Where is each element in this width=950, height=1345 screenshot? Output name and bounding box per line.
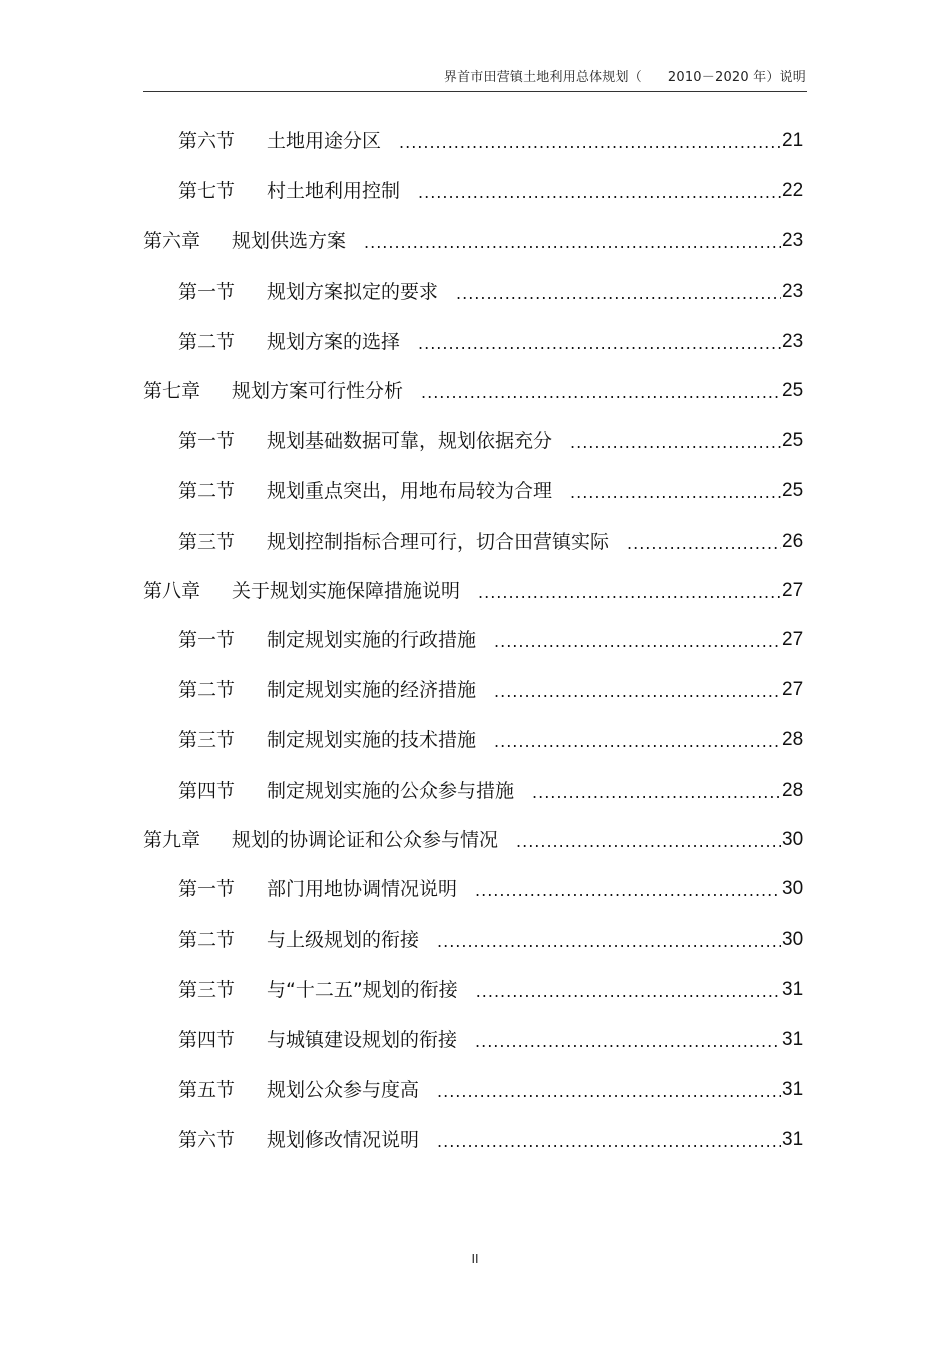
toc-section-entry[interactable]: [178, 776, 806, 806]
toc-entry-title: 制定规划实施的行政措施: [267, 629, 477, 651]
toc-entry-number: 第四节: [178, 1029, 236, 1051]
toc-entry-title: 制定规划实施的公众参与措施: [267, 780, 515, 802]
toc-entry-number: 第一节: [178, 878, 236, 900]
toc-section-entry[interactable]: [178, 1075, 806, 1105]
toc-entry-number: 第三节: [178, 531, 236, 553]
toc-entry-page: 22: [782, 180, 804, 201]
toc-entry-page: 21: [782, 130, 804, 151]
toc-entry-number: 第六节: [178, 1129, 236, 1151]
toc-dot-leader: [475, 1025, 781, 1055]
toc-entry-number: 第二节: [178, 331, 236, 353]
toc-dot-leader: [364, 226, 781, 256]
toc-entry-number: 第一节: [178, 629, 236, 651]
toc-section-entry[interactable]: [178, 1025, 806, 1055]
toc-entry-page: 27: [782, 679, 804, 700]
toc-section-entry[interactable]: [178, 476, 806, 506]
toc-chapter-entry[interactable]: [143, 226, 806, 256]
toc-entry-number: 第二节: [178, 480, 236, 502]
toc-entry-title: 与上级规划的衔接: [267, 929, 420, 951]
toc-dot-leader: [437, 925, 781, 955]
toc-entry-page: 30: [782, 929, 804, 950]
toc-entry-number: 第一节: [178, 281, 236, 303]
toc-entry-title: 规划方案拟定的要求: [267, 281, 439, 303]
toc-dot-leader: [570, 476, 781, 506]
toc-entry-title: 制定规划实施的技术措施: [267, 729, 477, 751]
toc-entry-title: 规划供选方案: [232, 230, 347, 252]
toc-dot-leader: [627, 527, 781, 557]
toc-chapter-entry[interactable]: [143, 825, 806, 855]
toc-entry-page: 27: [782, 580, 804, 601]
toc-dot-leader: [437, 1075, 781, 1105]
toc-section-entry[interactable]: [178, 426, 806, 456]
toc-entry-page: 30: [782, 829, 804, 850]
toc-entry-page: 31: [782, 1079, 804, 1100]
toc-entry-title: 规划基础数据可靠，规划依据充分: [267, 430, 553, 452]
toc-entry-title: 土地用途分区: [267, 130, 382, 152]
toc-dot-leader: [437, 1125, 781, 1155]
toc-entry-title: 规划方案可行性分析: [232, 380, 404, 402]
toc-entry-number: 第七章: [143, 380, 201, 402]
toc-entry-page: 30: [782, 878, 804, 899]
toc-entry-number: 第四节: [178, 780, 236, 802]
toc-entry-number: 第二节: [178, 679, 236, 701]
toc-dot-leader: [494, 725, 781, 755]
toc-entry-title: 与城镇建设规划的衔接: [267, 1029, 458, 1051]
page-number: II: [471, 1252, 479, 1266]
toc-entry-title: 村土地利用控制: [267, 180, 401, 202]
toc-section-entry[interactable]: [178, 975, 806, 1005]
toc-entry-title: 制定规划实施的经济措施: [267, 679, 477, 701]
toc-entry-page: 27: [782, 629, 804, 650]
toc-dot-leader: [532, 776, 781, 806]
toc-entry-title: 关于规划实施保障措施说明: [232, 580, 461, 602]
toc-dot-leader: [478, 576, 781, 606]
toc-entry-page: 31: [782, 1029, 804, 1050]
toc-chapter-entry[interactable]: [143, 376, 806, 406]
toc-entry-page: 28: [782, 729, 804, 750]
toc-dot-leader: [516, 825, 781, 855]
toc-entry-number: 第一节: [178, 430, 236, 452]
toc-entry-page: 25: [782, 380, 804, 401]
toc-entry-title: 部门用地协调情况说明: [267, 878, 458, 900]
toc-section-entry[interactable]: [178, 277, 806, 307]
toc-dot-leader: [494, 675, 781, 705]
toc-entry-number: 第三节: [178, 729, 236, 751]
toc-entry-number: 第六节: [178, 130, 236, 152]
toc-dot-leader: [418, 176, 781, 206]
toc-entry-page: 23: [782, 331, 804, 352]
running-header: 界首市田营镇土地利用总体规划（ 2010－2020 年）说明: [443, 70, 806, 85]
toc-entry-title: 规划修改情况说明: [267, 1129, 420, 1151]
toc-entry-title: 规划的协调论证和公众参与情况: [232, 829, 499, 851]
toc-entry-number: 第九章: [143, 829, 201, 851]
toc-entry-number: 第八章: [143, 580, 201, 602]
toc-section-entry[interactable]: [178, 327, 806, 357]
toc-entry-number: 第六章: [143, 230, 201, 252]
toc-entry-title: 规划重点突出，用地布局较为合理: [267, 480, 553, 502]
toc-dot-leader: [476, 975, 781, 1005]
toc-entry-page: 25: [782, 480, 804, 501]
toc-dot-leader: [494, 625, 781, 655]
toc-section-entry[interactable]: [178, 625, 806, 655]
toc-dot-leader: [418, 327, 781, 357]
toc-entry-number: 第七节: [178, 180, 236, 202]
toc-entry-page: 28: [782, 780, 804, 801]
toc-section-entry[interactable]: [178, 527, 806, 557]
toc-entry-title: 规划控制指标合理可行，切合田营镇实际: [267, 531, 610, 553]
toc-entry-number: 第二节: [178, 929, 236, 951]
toc-entry-page: 31: [782, 979, 804, 1000]
toc-dot-leader: [421, 376, 781, 406]
toc-section-entry[interactable]: [178, 874, 806, 904]
toc-section-entry[interactable]: [178, 1125, 806, 1155]
toc-entry-page: 26: [782, 531, 804, 552]
toc-entry-title: 规划方案的选择: [267, 331, 401, 353]
toc-entry-page: 23: [782, 230, 804, 251]
toc-section-entry[interactable]: [178, 725, 806, 755]
toc-entry-page: 25: [782, 430, 804, 451]
toc-entry-page: 31: [782, 1129, 804, 1150]
toc-dot-leader: [570, 426, 781, 456]
toc-entry-number: 第三节: [178, 979, 236, 1001]
toc-dot-leader: [475, 874, 781, 904]
toc-entry-number: 第五节: [178, 1079, 236, 1101]
toc-entry-page: 23: [782, 281, 804, 302]
toc-section-entry[interactable]: [178, 925, 806, 955]
header-divider: [143, 91, 807, 92]
toc-dot-leader: [456, 277, 781, 307]
toc-section-entry[interactable]: [178, 176, 806, 206]
toc-section-entry[interactable]: [178, 675, 806, 705]
toc-entry-title: 规划公众参与度高: [267, 1079, 420, 1101]
toc-section-entry[interactable]: [178, 126, 806, 156]
toc-dot-leader: [399, 126, 781, 156]
toc-entry-title: 与“十二五”规划的衔接: [267, 979, 458, 1001]
toc-chapter-entry[interactable]: [143, 576, 806, 606]
